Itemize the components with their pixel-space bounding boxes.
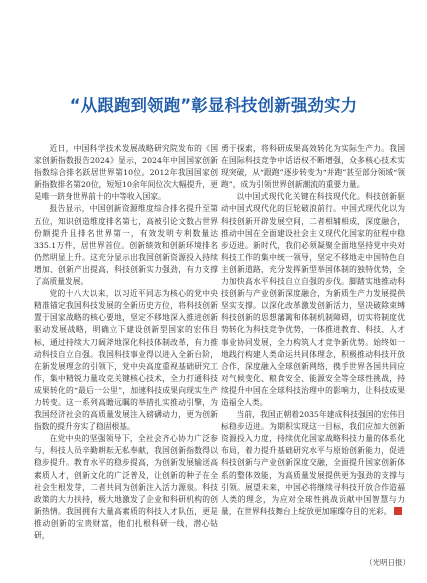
article-paragraph: 在党中央的坚强领导下，全社会齐心协力广泛参与，科技人员辛勤耕耘无私奉献，我国创新指数得以稳步提升。教育水平的稳步提高，为创新发展输送高素质人才，创新文化的广泛普及，让创新的种子在全社会生根发芽，二者共同为创新注入活力源泉。科技政策的大力扶持，极大地激发了企业和科研机构的创新热情。我国拥有大量高素质的科技人才队伍，更是推动创新的宝贵财富，他们扎根科研一线，潜心钻研，	[34, 434, 218, 540]
article-paragraph: 以中国式现代化关键在科技现代化。科技创新驱动中国式现代化的巨轮破浪前行。中国式现代化以为科技创新开辟发展空间，二者相辅相成，深度融合，推动中国在全面建设社会主义现代化国家的征程中稳步迈进。新时代，我们必须凝聚全面地坚持党中央对科技工作的集中统一领导，坚定不移地走中国特色自主创新道路，充分发挥新型举国体制的独特优势，全力加快高水平科技自立自强的步伐。脚踏实地推动科技创新与产业创新深度融合，为新质生产力发展提供坚实支撑。以深化改革激发创新活力，坚决破除束缚科技创新的思想藩篱和体制机制障碍，切实将制度优势转化为科技竞争优势，一体推进教育、科技、人才事业协同发展，全力构筑人才竞争新优势。始终如一地践行构建人类命运共同体理念，积极推动科技开放合作，深度融入全球创新网络，携手世界各国共同应对气候变化、粮食安全、能源安全等全球性挑战，持续提升中国在全球科技治理中的影响力，让科技成果造福全人类。	[221, 192, 405, 407]
article-column-right	[221, 143, 405, 518]
article-source: （光明日报）	[365, 558, 410, 567]
article-paragraph: 党的十八大以来，以习近平同志为核心的党中央精准锚定我国科技发展的全新历史方位，将科技创新置于国家战略的核心要地，坚定不移地深入推进创新驱动发展战略，明确立下建设创新型国家的宏伟目标，通过持续大刀阔斧地深化科技体制改革，有力推动科技自立自强。我国科技事业得以进入全新台阶，在新发展理念的引领下，党中央高度重视基础研究工作，集中精锐力量攻克关键核心技术，全力打通科技成果转化的“最后一公里”，加速科技成果向现实生产力转变。这一系列高瞻远瞩的举措扎实推动引擎，为我国经济社会的高质量发展注入磅礴动力，更为创新指数的提升夯实了稳固根基。	[34, 289, 218, 432]
article-title: “从跟跑到领跑”彰显科技创新强劲实力	[69, 96, 358, 115]
article-paragraph: 近日，中国科学技术发展战略研究院发布的《国家创新指数报告2024》显示，2024年中国国家创新指数综合排名跃居世界第10位。2012年我国国家创新指数排名第20位，短短10余年间位次大幅提升，更是唯一跻身世界前十的中等收入国家。	[34, 144, 218, 202]
article-paragraph-last	[221, 409, 405, 518]
article-paragraph: 报告显示，中国创新资源维度综合排名提升至第五位，知识创造维度排名第七，高被引论文数占世界份额提升且排名世界第一，有效发明专利数量达335.1万件，居世界首位。创新绩效和创新环境排名仍然明显上升。这充分显示出我国创新资源投入持续增加、创新产出提高，科技创新实力强劲，有力支撑了高质量发展。	[34, 204, 218, 287]
article-paragraph-text: 当前，我国正朝着2035年建成科技强国的宏伟目标稳步迈进。为期积实现这一目标，我们应加大创新资源投入力度，持续优化国家战略科技力量的体系化布局，着力提升基础研究水平与原始创新能力，促进科技创新与产业创新深度交融，全面提升国家创新体系的整体效能，为高质量发展提供更为强劲的支撑与引领。展望未来，中国必将继续寻科技开放合作造福人类的理念，为应对全球性挑战贡献中国智慧与力量，在世界科技舞台上绽放更加璀璨夺目的光彩。	[221, 410, 405, 516]
article-column-left	[34, 143, 218, 542]
end-mark-icon	[394, 507, 402, 515]
article-paragraph: 勇于探索，将科研成果高效转化为实际生产力。我国在国际科技竞争中话语权不断增强，众多核心技术实现突破，从“跟跑”逐步转变为“并跑”甚至部分领域“领跑”，成为引领世界创新潮流的重要力量。	[221, 144, 405, 190]
